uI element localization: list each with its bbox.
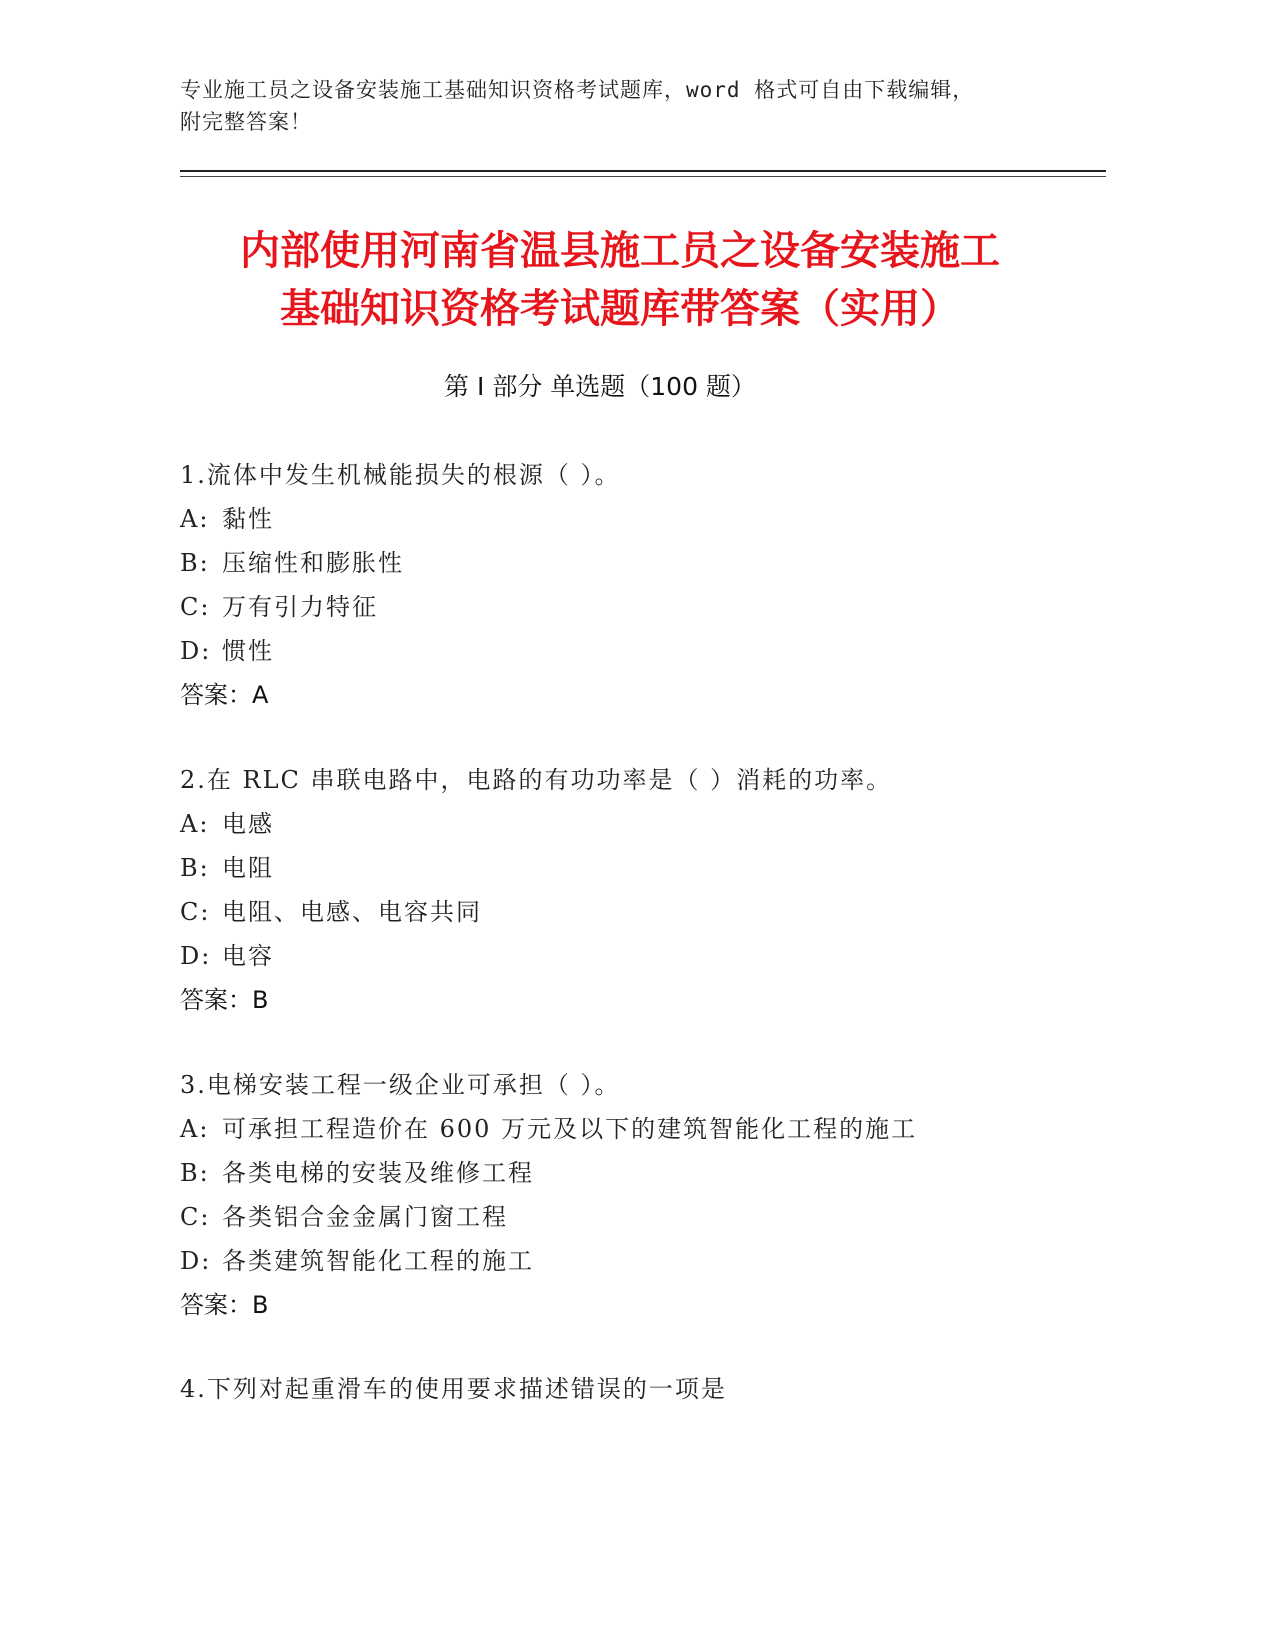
option-d bbox=[180, 1239, 1180, 1283]
header-divider-thick bbox=[180, 170, 1106, 172]
header-note bbox=[180, 74, 1100, 138]
option-text: 惯性 bbox=[222, 637, 274, 665]
option-c bbox=[180, 1195, 1180, 1239]
option-text: 电阻、电感、电容共同 bbox=[222, 898, 482, 926]
option-a bbox=[180, 802, 1180, 846]
option-letter: C: bbox=[180, 1203, 211, 1231]
option-letter: D: bbox=[180, 942, 212, 970]
document-title bbox=[120, 222, 1120, 338]
option-letter: D: bbox=[180, 637, 212, 665]
answer-line: 答案：B bbox=[180, 986, 269, 1014]
option-a bbox=[180, 1107, 1180, 1151]
header-note-line-1: 专业施工员之设备安装施工基础知识资格考试题库，word 格式可自由下载编辑， bbox=[180, 78, 975, 102]
option-text: 压缩性和膨胀性 bbox=[222, 549, 404, 577]
document-title-line-2: 基础知识资格考试题库带答案（实用） bbox=[280, 286, 960, 332]
option-text: 各类电梯的安装及维修工程 bbox=[222, 1159, 534, 1187]
option-text: 电容 bbox=[222, 942, 274, 970]
header-divider-thin bbox=[180, 176, 1106, 177]
option-text: 可承担工程造价在 600 万元及以下的建筑智能化工程的施工 bbox=[222, 1115, 918, 1143]
option-text: 各类建筑智能化工程的施工 bbox=[222, 1247, 534, 1275]
option-c bbox=[180, 890, 1180, 934]
option-b bbox=[180, 1151, 1180, 1195]
header-note-line-2: 附完整答案！ bbox=[180, 110, 312, 134]
question-stem: 1.流体中发生机械能损失的根源（ ）。 bbox=[180, 461, 621, 489]
option-letter: C: bbox=[180, 898, 211, 926]
question-3 bbox=[180, 1063, 1180, 1327]
question-stem: 4.下列对起重滑车的使用要求描述错误的一项是 bbox=[180, 1375, 727, 1403]
question-stem: 3.电梯安装工程一级企业可承担（ ）。 bbox=[180, 1071, 621, 1099]
option-text: 电感 bbox=[222, 810, 274, 838]
section-heading: 第 I 部分 单选题（100 题） bbox=[444, 372, 756, 401]
question-stem: 2.在 RLC 串联电路中，电路的有功功率是（ ）消耗的功率。 bbox=[180, 766, 893, 794]
option-letter: A: bbox=[180, 810, 210, 838]
option-b bbox=[180, 541, 1180, 585]
option-text: 各类铝合金金属门窗工程 bbox=[222, 1203, 508, 1231]
option-b bbox=[180, 846, 1180, 890]
document-title-line-1: 内部使用河南省温县施工员之设备安装施工 bbox=[240, 228, 1000, 274]
option-text: 黏性 bbox=[222, 505, 274, 533]
option-c bbox=[180, 585, 1180, 629]
option-d bbox=[180, 934, 1180, 978]
answer-line: 答案：A bbox=[180, 681, 269, 709]
option-letter: B: bbox=[180, 854, 210, 882]
option-a bbox=[180, 497, 1180, 541]
option-text: 万有引力特征 bbox=[222, 593, 378, 621]
option-letter: A: bbox=[180, 505, 210, 533]
question-2 bbox=[180, 758, 1180, 1022]
option-letter: B: bbox=[180, 549, 210, 577]
question-1 bbox=[180, 453, 1180, 717]
option-letter: D: bbox=[180, 1247, 212, 1275]
question-4 bbox=[180, 1367, 1180, 1411]
option-text: 电阻 bbox=[222, 854, 274, 882]
option-letter: A: bbox=[180, 1115, 210, 1143]
option-letter: B: bbox=[180, 1159, 210, 1187]
option-letter: C: bbox=[180, 593, 211, 621]
option-d bbox=[180, 629, 1180, 673]
answer-line: 答案：B bbox=[180, 1291, 269, 1319]
